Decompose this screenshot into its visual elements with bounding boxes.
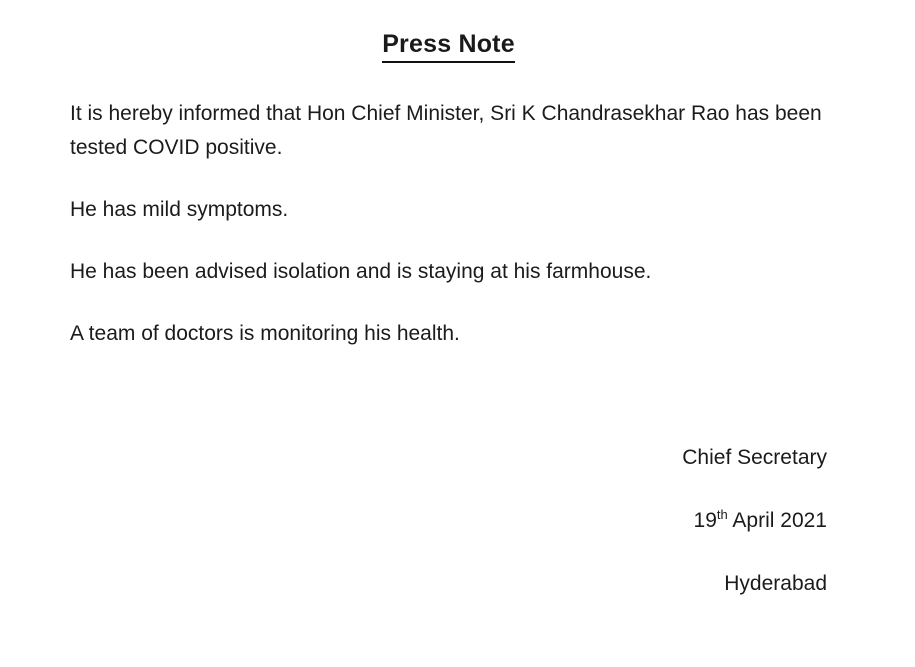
paragraph-mild-symptoms: He has mild symptoms. bbox=[70, 198, 289, 221]
paragraph-doctors-monitoring: A team of doctors is monitoring his health. bbox=[70, 322, 460, 345]
signature-date-rest: April 2021 bbox=[727, 509, 827, 532]
signature-role: Chief Secretary bbox=[682, 446, 827, 469]
signature-place: Hyderabad bbox=[724, 572, 827, 595]
signature-date-ordinal: th bbox=[716, 507, 728, 522]
signature-block bbox=[70, 441, 827, 601]
body-text bbox=[70, 97, 827, 351]
title-row bbox=[0, 30, 915, 63]
paragraph-isolation: He has been advised isolation and is staying at his farmhouse. bbox=[70, 260, 652, 283]
paragraph-covid-positive: It is hereby informed that Hon Chief Minister, Sri K Chandrasekhar Rao has been tested COVID positive. bbox=[70, 102, 822, 159]
page-title: Press Note bbox=[382, 30, 515, 63]
signature-date-day: 19 bbox=[693, 509, 717, 532]
signature-date bbox=[70, 504, 827, 538]
